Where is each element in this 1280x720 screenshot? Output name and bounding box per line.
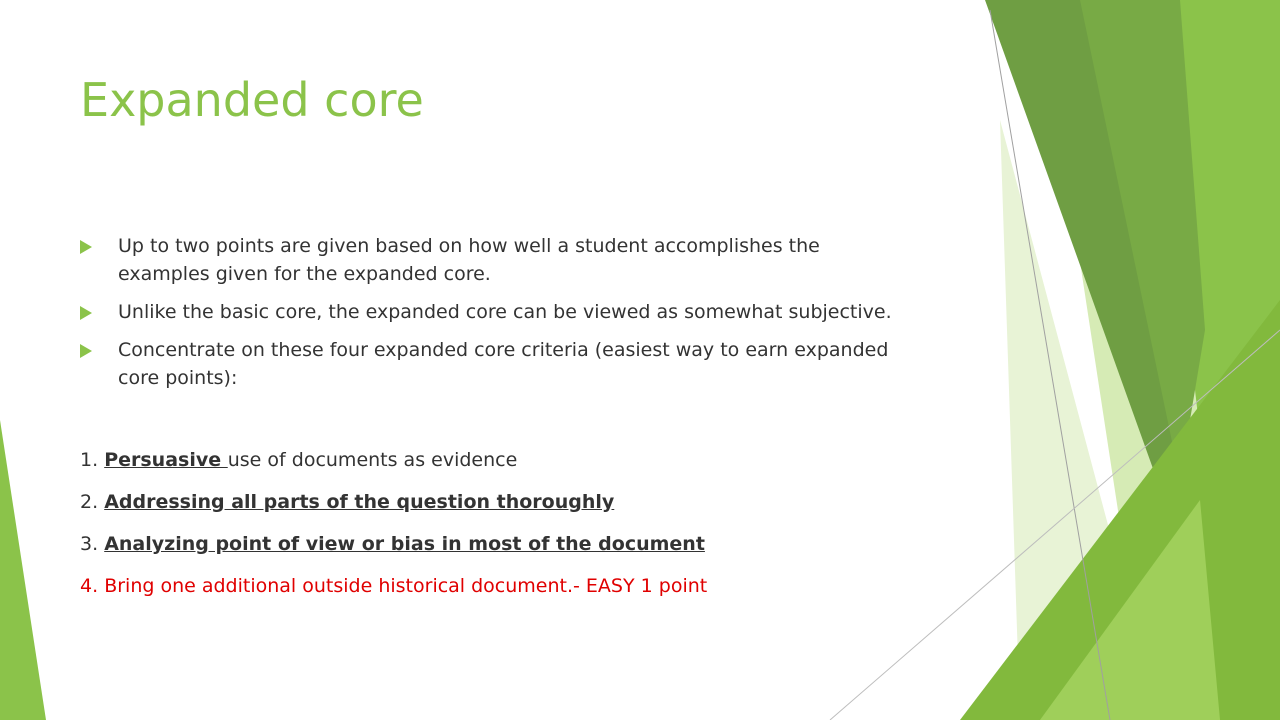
criteria-rest: use of documents as evidence xyxy=(227,449,518,471)
criteria-item xyxy=(80,488,980,516)
criteria-item xyxy=(80,530,980,558)
criteria-emphasis: Persuasive xyxy=(104,449,228,471)
criteria-list xyxy=(80,446,980,614)
criteria-emphasis: Analyzing point of view or bias in most of the document xyxy=(104,533,705,555)
left-green-sliver xyxy=(0,420,46,720)
bullet-text: Up to two points are given based on how well a student accomplishes the examples given for the expanded core. xyxy=(118,235,820,285)
arrow-bullet-icon xyxy=(80,240,92,254)
criteria-number: 4. xyxy=(80,575,99,597)
criteria-item-highlight xyxy=(80,572,980,600)
criteria-text: Bring one additional outside historical document.- EASY 1 point xyxy=(104,575,708,597)
bullet-text: Unlike the basic core, the expanded core can be viewed as somewhat subjective. xyxy=(118,301,892,323)
arrow-bullet-icon xyxy=(80,306,92,320)
criteria-number: 2. xyxy=(80,491,99,513)
arrow-bullet-icon xyxy=(80,344,92,358)
criteria-item xyxy=(80,446,980,474)
bullet-item xyxy=(80,298,900,326)
criteria-number: 1. xyxy=(80,449,99,471)
slide-title: Expanded core xyxy=(80,73,424,127)
bullet-item xyxy=(80,232,900,288)
bullet-item xyxy=(80,336,900,392)
bullet-list xyxy=(80,232,900,402)
criteria-emphasis: Addressing all parts of the question thoroughly xyxy=(104,491,615,513)
criteria-number: 3. xyxy=(80,533,99,555)
bullet-text: Concentrate on these four expanded core criteria (easiest way to earn expanded core points): xyxy=(118,339,889,389)
